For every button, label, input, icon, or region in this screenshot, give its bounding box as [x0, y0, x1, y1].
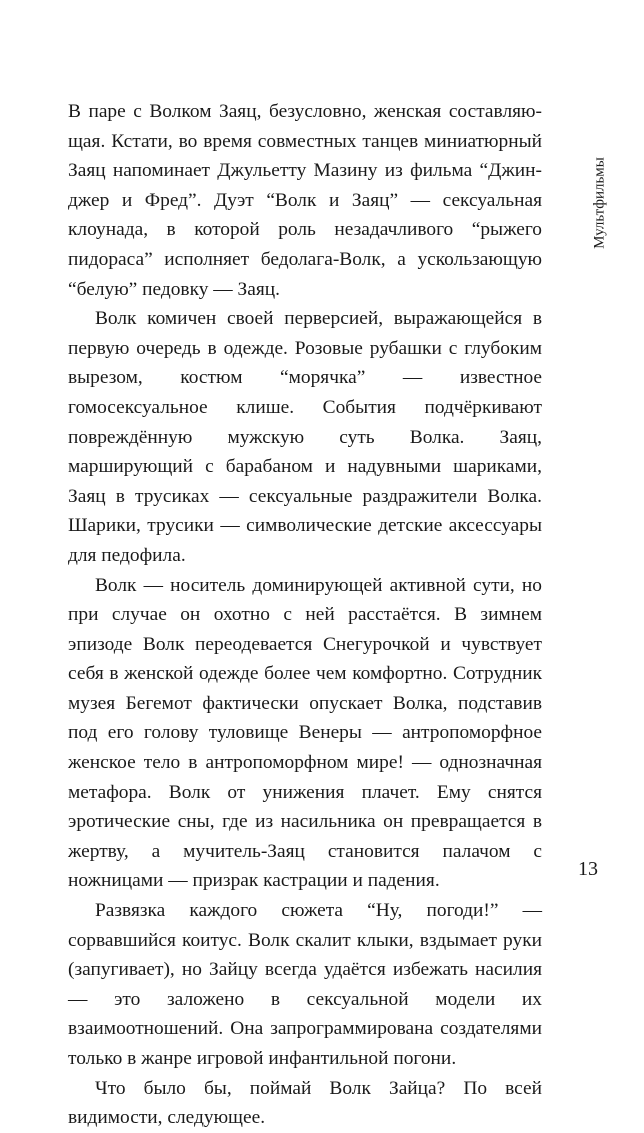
body-text — [68, 97, 542, 1133]
paragraph-5: Что было бы, поймай Волк Зайца? По всей видимости, следующее. — [68, 1077, 542, 1129]
page-number: 13 — [578, 858, 598, 880]
paragraph-4: Развязка каждого сюжета “Ну, погоди!” — сорвавшийся коитус. Волк скалит клыки, вздымает руки (запугивает), но Зайцу всегда удаётся избежать насилия — это заложено в сексуальной модели их взаимоотношений. Она запрограммирована создателями только в жанре игровой инфантильной погони. — [68, 900, 542, 1069]
running-head-text: Мультфильмы — [591, 157, 608, 249]
running-head — [588, 148, 612, 258]
paragraph-1: В паре с Волком Заяц, безусловно, женская составляющая. Кстати, во время совместных танцев миниатюрный Заяц напоминает Джульетту Мазину из фильма “Джинджер и Фред”. Дуэт “Волк и Заяц” — сексуальная клоунада, в которой роль незадачливого “рыжего пидораса” исполняет бедолага-Волк, а ускользающую “белую” педовку — Заяц. — [68, 101, 542, 300]
paragraph-2: Волк комичен своей перверсией, выражающейся в первую очередь в одежде. Розовые рубашки с глубоким вырезом, костюм “морячка” — известное гомосексуальное клише. События подчёркивают повреждённую мужскую суть Волка. Заяц, марширующий с барабаном и надувными шариками, Заяц в трусиках — сексуальные раздражители Волка. Шарики, трусики — символические детские аксессуары для педофила. — [68, 308, 542, 566]
paragraph-3: Волк — носитель доминирующей активной сути, но при случае он охотно с ней расстаётся. В зимнем эпизоде Волк переодевается Снегурочкой и чувствует себя в женской одежде более чем комфортно. Сотрудник музея Бегемот фактически опускает Волка, подставив под его голову туловище Венеры — антропоморфное женское тело в антропоморфном мире! — однозначная метафора. Волк от унижения плачет. Ему снятся эротические сны, где из насильника он превращается в жертву, а мучитель-Заяц становится палачом с ножницами — призрак кастрации и падения. — [68, 574, 542, 892]
